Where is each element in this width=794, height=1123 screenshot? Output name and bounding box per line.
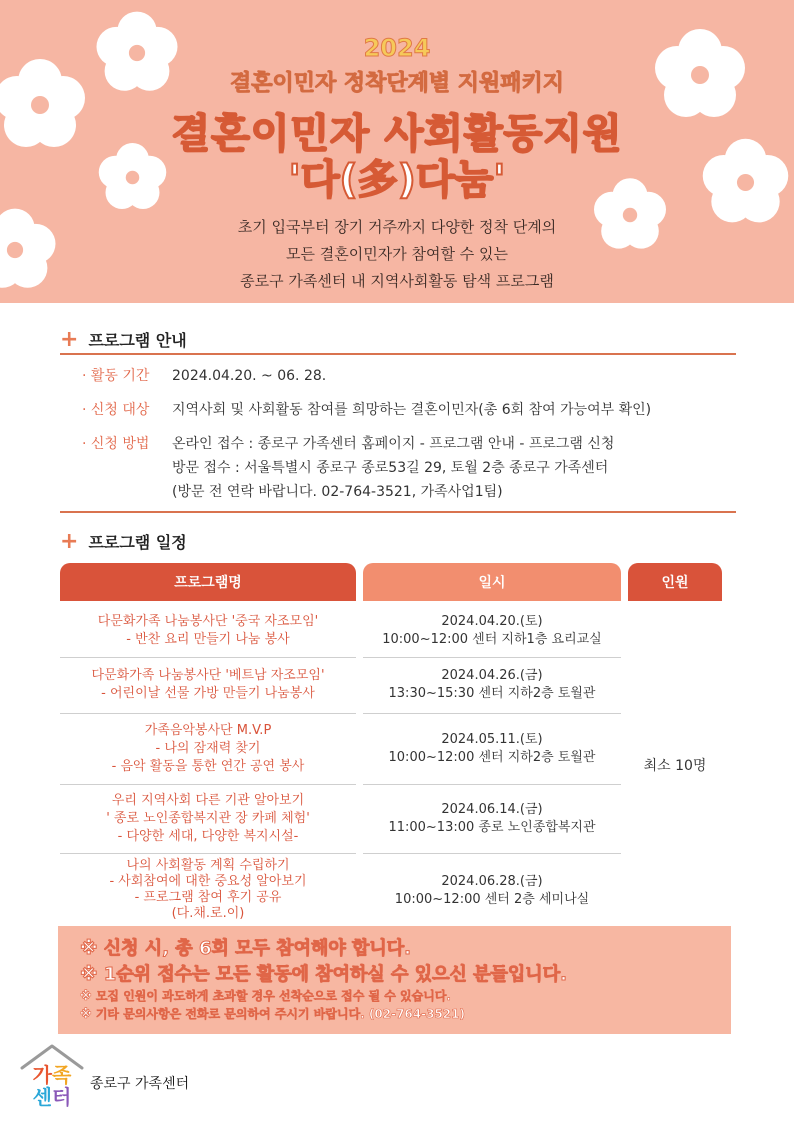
program-line: (다.채.로.이) [171, 906, 245, 921]
row-divider [60, 657, 356, 658]
row-divider [363, 657, 621, 658]
table-header-datetime: 일시 [363, 563, 621, 601]
program-line: 가족음악봉사단 M.V.P [144, 723, 272, 738]
time-place-line: 11:00~13:00 종로 노인종합복지관 [388, 820, 596, 835]
notice-line: ※ 기타 문의사항은 전화로 문의하여 주시기 바랍니다. (02-764-3521) [80, 1007, 465, 1021]
package-subtitle: 결혼이민자 정착단계별 지원패키지 [229, 71, 565, 96]
date-line: 2024.06.28.(금) [441, 874, 543, 889]
program-line: ' 종로 노인종합복지관 장 카페 체험' [106, 811, 310, 826]
row-divider [60, 784, 356, 785]
logo-char: 센 [32, 1085, 52, 1108]
date-line: 2024.05.11.(토) [441, 732, 543, 747]
program-line: - 어린이날 선물 가방 만들기 나눔봉사 [101, 686, 315, 701]
table-header-people: 인원 [628, 563, 722, 601]
divider [60, 511, 736, 513]
program-line: 나의 사회활동 계획 수립하기 [126, 858, 290, 873]
table-row-program [60, 716, 356, 782]
time-place-line: 10:00~12:00 센터 지하2층 토월관 [388, 750, 596, 765]
table-row-program [60, 607, 356, 655]
intro-line: 초기 입국부터 장기 거주까지 다양한 정착 단계의 [237, 218, 557, 236]
target-label: · 신청 대상 [82, 402, 150, 418]
notice-line: ※ 모집 인원이 과도하게 초과할 경우 선착순으로 접수 될 수 있습니다. [80, 989, 451, 1003]
header-banner [0, 0, 794, 303]
program-line: - 나의 잠재력 찾기 [155, 741, 261, 756]
row-divider [60, 853, 356, 854]
people-count: 최소 10명 [643, 758, 707, 774]
family-center-logo [18, 1040, 86, 1108]
info-period [82, 364, 326, 388]
table-row-program [60, 855, 356, 925]
program-line: - 반찬 요리 만들기 나눔 봉사 [126, 632, 290, 647]
organization-name: 종로구 가족센터 [90, 1076, 190, 1092]
time-place-line: 13:30~15:30 센터 지하2층 토월관 [388, 686, 596, 701]
notice-box [58, 926, 731, 1034]
row-divider [363, 853, 621, 854]
logo-char: 족 [52, 1063, 72, 1087]
table-row-datetime [363, 716, 621, 782]
date-line: 2024.06.14.(금) [441, 802, 543, 817]
program-line: 다문화가족 나눔봉사단 '중국 자조모임' [97, 614, 319, 629]
svg-text:센터 [33, 1085, 72, 1108]
target-value: 지역사회 및 사회활동 참여를 희망하는 결혼이민자(총 6회 참여 가능여부 확인) [172, 402, 652, 418]
period-value: 2024.04.20. ~ 06. 28. [172, 368, 327, 384]
time-place-line: 10:00~12:00 센터 2층 세미나실 [394, 892, 590, 907]
program-line: - 다양한 세대, 다양한 복지시설- [117, 829, 299, 844]
event-year: 2024 [363, 34, 431, 62]
section-title-schedule [60, 530, 187, 553]
svg-text:가족 [33, 1063, 72, 1087]
logo-char: 가 [32, 1063, 52, 1087]
date-line: 2024.04.26.(금) [441, 668, 543, 683]
plus-icon: + [60, 528, 79, 554]
notice-line: ※ 1순위 접수는 모든 활동에 참여하실 수 있으신 분들입니다. [80, 964, 567, 985]
program-line: 다문화가족 나눔봉사단 '베트남 자조모임' [91, 668, 325, 683]
table-row-program [60, 660, 356, 710]
info-target [82, 398, 651, 422]
method-value [172, 432, 614, 504]
program-line: 우리 지역사회 다른 기관 알아보기 [111, 793, 305, 808]
row-divider [363, 784, 621, 785]
table-row-datetime [363, 858, 621, 924]
row-divider [363, 713, 621, 714]
program-line: - 프로그램 참여 후기 공유 [134, 890, 282, 905]
main-title-sub: '다(多)다눔' [288, 157, 506, 203]
divider [60, 353, 736, 355]
table-row-program [60, 787, 356, 851]
method-line: 온라인 접수 : 종로구 가족센터 홈페이지 - 프로그램 안내 - 프로그램 신청 [172, 436, 615, 452]
period-label: · 활동 기간 [82, 368, 150, 384]
info-method [82, 432, 614, 504]
time-place-line: 10:00~12:00 센터 지하1층 요리교실 [382, 632, 602, 647]
main-title: 결혼이민자 사회활동지원 [171, 111, 623, 157]
table-row-datetime [363, 660, 621, 710]
row-divider [60, 713, 356, 714]
date-line: 2024.04.20.(토) [441, 614, 543, 629]
intro-line: 종로구 가족센터 내 지역사회활동 탐색 프로그램 [240, 272, 554, 290]
section-title-text: 프로그램 안내 [88, 331, 187, 350]
method-line: (방문 전 연락 바랍니다. 02-764-3521, 가족사업1팀) [172, 484, 503, 500]
table-header-program: 프로그램명 [60, 563, 356, 601]
table-row-datetime [363, 607, 621, 655]
program-line: - 음악 활동을 통한 연간 공연 봉사 [111, 759, 305, 774]
logo-char: 터 [52, 1085, 72, 1108]
plus-icon: + [60, 326, 79, 352]
notice-line: ※ 신청 시, 총 6회 모두 참여해야 합니다. [80, 938, 411, 959]
section-title-guide [60, 328, 187, 351]
intro-text [0, 214, 794, 295]
program-line: - 사회참여에 대한 중요성 알아보기 [109, 874, 307, 889]
table-row-datetime [363, 787, 621, 851]
method-line: 방문 접수 : 서울특별시 종로구 종로53길 29, 토월 2층 종로구 가족센터 [172, 460, 609, 476]
section-title-text: 프로그램 일정 [88, 533, 187, 552]
method-label: · 신청 방법 [82, 436, 150, 452]
intro-line: 모든 결혼이민자가 참여할 수 있는 [286, 245, 508, 263]
